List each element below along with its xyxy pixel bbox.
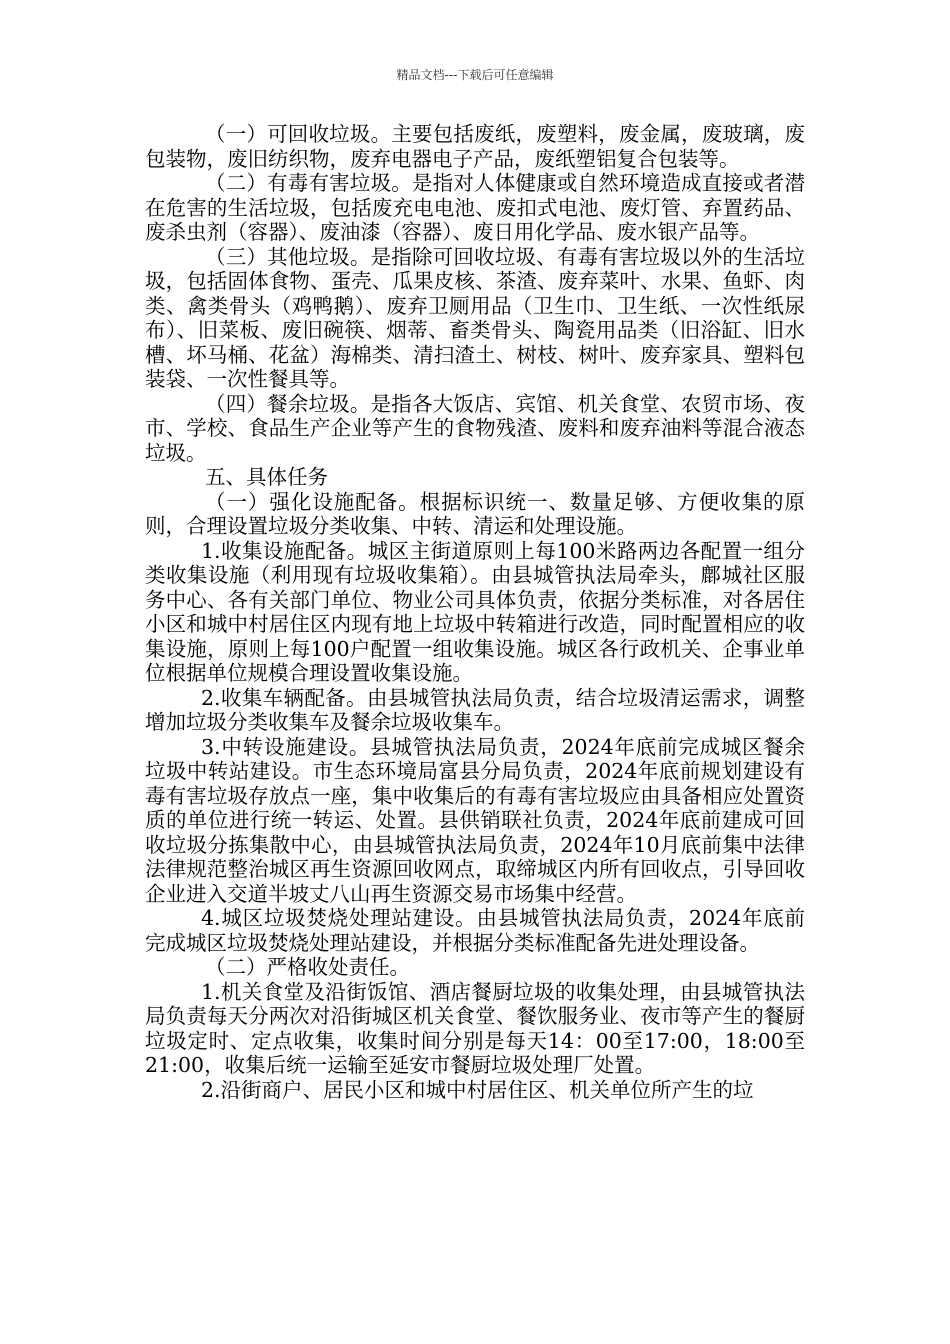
paragraph-collection-facilities: 1.收集设施配备。城区主街道原则上每100米路两边各配置一组分类收集设施（利用现有垃圾收集箱）。由县城管执法局牵头，鄜城社区服务中心、各有关部门单位、物业公司具体负责，依据分类标准，对各居住小区和城中村居住区内现有地上垃圾中转箱进行改造，同时配置相应的收集设施，原则上每100户配置一组收集设施。城区各行政机关、企事业单位根据单位规模合理设置收集设施。	[145, 538, 805, 685]
page-header: 精品文档---下载后可任意编辑	[396, 68, 554, 82]
paragraph-transfer-facilities: 3.中转设施建设。县城管执法局负责，2024年底前完成城区餐余垃圾中转站建设。市生态环境局富县分局负责，2024年底前规划建设有毒有害垃圾存放点一座，集中收集后的有毒有害垃圾应由具备相应处置资质的单位进行统一转运、处置。县供销联社负责，2024年底前建成可回收垃圾分拣集散中心，由县城管执法局负责，2024年10月底前集中法律法律规范整治城区再生资源回收网点，取缔城区内所有回收点，引导回收企业进入交道半坡丈八山再生资源交易市场集中经营。	[145, 734, 805, 906]
paragraph-canteen-waste: 1.机关食堂及沿街饭馆、酒店餐厨垃圾的收集处理，由县城管执法局负责每天分两次对沿街城区机关食堂、餐饮服务业、夜市等产生的餐厨垃圾定时、定点收集，收集时间分别是每天14：00至17:00，18:00至21:00，收集后统一运输至延安市餐厨垃圾处理厂处置。	[145, 979, 805, 1077]
paragraph-hazardous-waste: （二）有毒有害垃圾。是指对人体健康或自然环境造成直接或者潜在危害的生活垃圾，包括废充电电池、废扣式电池、废灯管、弃置药品、废杀虫剂（容器）、废油漆（容器）、废日用化学品、废水银产品等。	[145, 171, 805, 244]
paragraph-street-merchants: 2.沿街商户、居民小区和城中村居住区、机关单位所产生的垃	[201, 1077, 754, 1102]
paragraph-responsibility-heading: （二）严格收处责任。	[205, 955, 410, 979]
paragraph-food-waste: （四）餐余垃圾。是指各大饭店、宾馆、机关食堂、农贸市场、夜市、学校、食品生产企业等产生的食物残渣、废料和废弃油料等混合液态垃圾。	[145, 391, 805, 465]
paragraph-recyclable-waste: （一）可回收垃圾。主要包括废纸，废塑料，废金属，废玻璃，废包装物，废旧纺织物，废弃电器电子产品，废纸塑铝复合包装等。	[145, 122, 805, 171]
paragraph-incineration-station: 4.城区垃圾焚烧处理站建设。由县城管执法局负责，2024年底前完成城区垃圾焚烧处理站建设，并根据分类标准配备先进处理设备。	[145, 906, 805, 955]
paragraph-collection-vehicles: 2.收集车辆配备。由县城管执法局负责，结合垃圾清运需求，调整增加垃圾分类收集车及餐余垃圾收集车。	[145, 685, 805, 734]
paragraph-facility-allocation: （一）强化设施配备。根据标识统一、数量足够、方便收集的原则，合理设置垃圾分类收集、中转、清运和处理设施。	[145, 489, 805, 538]
paragraph-other-waste: （三）其他垃圾。是指除可回收垃圾、有毒有害垃圾以外的生活垃圾，包括固体食物、蛋壳、瓜果皮核、茶渣、废弃菜叶、水果、鱼虾、肉类、禽类骨头（鸡鸭鹅）、废弃卫厕用品（卫生巾、卫生纸、一次性纸尿布）、旧菜板、废旧碗筷、烟蒂、畜类骨头、陶瓷用品类（旧浴缸、旧水槽、坏马桶、花盆）海棉类、清扫渣土、树枝、树叶、废弃家具、塑料包装袋、一次性餐具等。	[145, 244, 805, 391]
document-body	[145, 122, 805, 1102]
section-heading-tasks: 五、具体任务	[205, 465, 328, 489]
